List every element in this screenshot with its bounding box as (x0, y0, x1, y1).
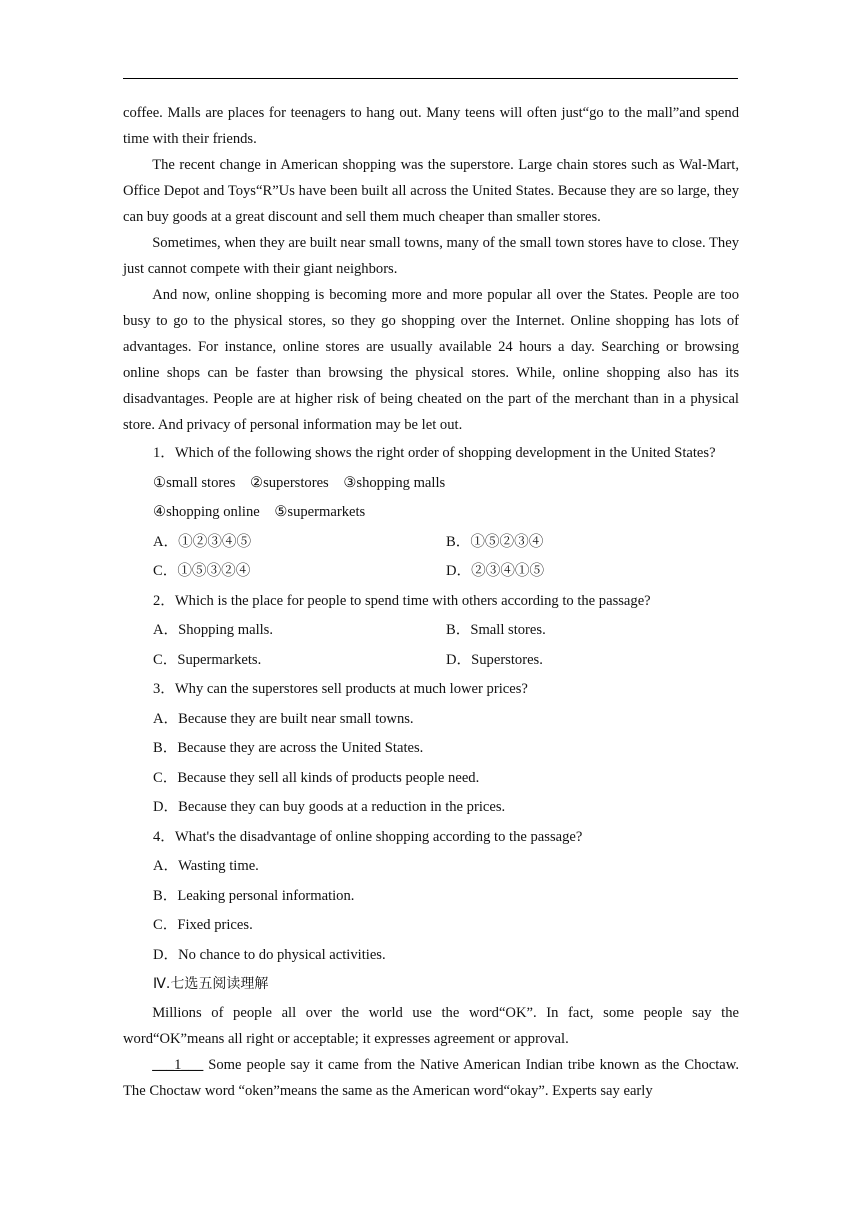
option-d: D．②③④①⑤ (446, 563, 545, 579)
question-stem: 1．Which of the following shows the right order of shopping development in the United States? (153, 445, 716, 461)
question-3 (123, 675, 739, 823)
option-d: D．Superstores. (446, 651, 543, 668)
passage-paragraph: And now, online shopping is becoming more and more popular all over the States. People are too busy to go to the physical stores, so they go shopping over the Internet. Online shopping has lots of advantages. For instance, online stores are usually available 24 hours a day. Searching or browsing online shops can be faster than browsing the physical stores. While, online shopping also has its disadvantages. People are at higher risk of being cheated on the part of the merchant than in a physical store. And privacy of personal information may be let out. (123, 287, 739, 433)
option-b: B．Leaking personal information. (153, 887, 355, 904)
question-items: ④shopping online ⑤supermarkets (153, 504, 366, 520)
answer-blank[interactable]: ___1___ (152, 1056, 204, 1073)
option-a: A．Wasting time. (153, 858, 259, 874)
passage-paragraph: coffee. Malls are places for teenagers to hang out. Many teens will often just“go to the mall”and spend time with their friends. (123, 105, 739, 147)
passage-paragraph: Sometimes, when they are built near small towns, many of the small town stores have to close. They just cannot compete with their giant neighbors. (123, 235, 739, 277)
header-rule (123, 78, 738, 79)
option-b: B．①⑤②③④ (446, 533, 544, 550)
option-d: D．Because they can buy goods at a reduction in the prices. (153, 799, 506, 815)
option-c: C．①⑤③②④ (153, 563, 251, 579)
question-stem: 2．Which is the place for people to spend time with others according to the passage? (153, 592, 651, 609)
option-row (123, 557, 739, 587)
option-c: C．Supermarkets. (153, 651, 262, 668)
question-stem: 4．What's the disadvantage of online shopping according to the passage? (153, 828, 583, 845)
section-heading: Ⅳ.七选五阅读理解 (153, 976, 269, 992)
document-body (123, 100, 739, 1104)
option-a: A．Because they are built near small towns. (153, 710, 414, 727)
option-a: A．Shopping malls. (153, 622, 273, 638)
option-row (123, 528, 739, 558)
paragraph-text: Some people say it came from the Native American Indian tribe known as the Choctaw. The Choctaw word “oken”means the same as the American word“okay”. Experts say early (123, 1056, 739, 1099)
option-row (123, 646, 739, 676)
passage-paragraph (123, 1052, 739, 1104)
question-stem: 3．Why can the superstores sell products at much lower prices? (153, 681, 528, 697)
question-4 (123, 823, 739, 971)
option-a: A．①②③④⑤ (153, 533, 252, 550)
option-d: D．No chance to do physical activities. (153, 946, 386, 963)
passage-paragraph: Millions of people all over the world use the word“OK”. In fact, some people say the word“OK”means all right or acceptable; it expresses agreement or approval. (123, 1004, 739, 1047)
option-b: B．Small stores. (446, 622, 546, 638)
option-b: B．Because they are across the United States. (153, 740, 424, 756)
option-c: C．Fixed prices. (153, 917, 253, 933)
question-items: ①small stores ②superstores ③shopping malls (153, 474, 446, 491)
passage-paragraph: The recent change in American shopping was the superstore. Large chain stores such as Wal-Mart, Office Depot and Toys“R”Us have been built all across the United States. Because they are so large, they can buy goods at a great discount and sell them much cheaper than smaller stores. (123, 157, 739, 225)
option-row (123, 616, 739, 646)
option-c: C．Because they sell all kinds of products people need. (153, 769, 480, 786)
question-1 (123, 439, 739, 587)
question-2 (123, 587, 739, 676)
